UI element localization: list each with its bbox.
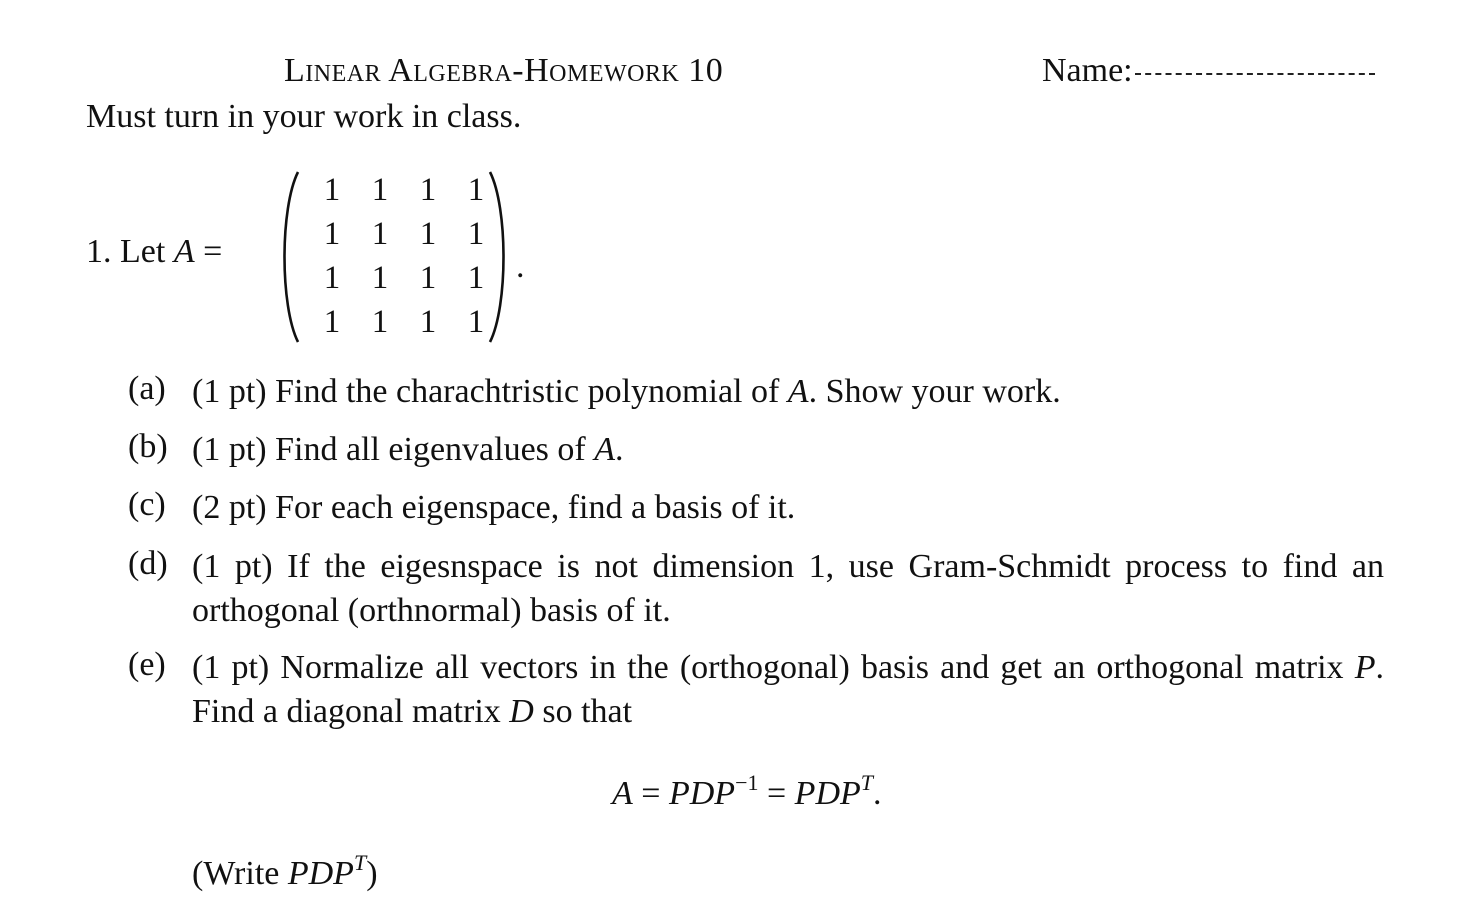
part-d-text: (1 pt) If the eigesnspace is not dimension 1, use Gram-Schmidt process to find an orthogonal (orthnormal) basis of it.: [192, 548, 1384, 629]
let-text: Let: [120, 233, 166, 270]
left-paren-icon: [274, 168, 302, 346]
var-a: A: [594, 431, 616, 468]
part-e-letter: (e): [128, 646, 166, 683]
matrix-entry: 1: [371, 215, 389, 252]
var-a: A: [787, 373, 809, 410]
part-b: [128, 428, 1384, 472]
name-blank-line[interactable]: [1135, 73, 1375, 75]
matrix-entry: 1: [419, 171, 437, 208]
matrix-variable: A: [173, 233, 195, 270]
part-a-letter: (a): [128, 370, 166, 407]
var-d: D: [509, 693, 534, 730]
matrix-entry: 1: [323, 303, 341, 340]
matrix-entry: 1: [467, 303, 485, 340]
inverse-exponent: −1: [735, 770, 759, 795]
matrix-entry: 1: [467, 259, 485, 296]
part-e-text: (1 pt) Normalize all vectors in the (orthogonal) basis and get an orthogonal matrix P. Find a diagonal matrix D so that: [192, 649, 1384, 730]
part-a-text: (1 pt) Find the charachtristic polynomial of A. Show your work.: [192, 373, 1061, 410]
matrix-entry: 1: [371, 259, 389, 296]
transpose-exponent: T: [860, 770, 874, 795]
name-field[interactable]: [1042, 52, 1375, 90]
matrix-entry: 1: [323, 171, 341, 208]
part-a: [128, 370, 1384, 414]
instructions: Must turn in your work in class.: [86, 98, 522, 135]
right-paren-icon: [486, 168, 514, 346]
matrix-entry: 1: [371, 303, 389, 340]
matrix-period: .: [516, 248, 525, 285]
diagonalization-equation: $A = PDP^{-1} = PDP^T$.: [612, 770, 882, 812]
matrix-entry: 1: [323, 259, 341, 296]
matrix-entry: 1: [419, 259, 437, 296]
part-b-text: (1 pt) Find all eigenvalues of A.: [192, 431, 624, 468]
part-c-text: (2 pt) For each eigenspace, find a basis of it.: [192, 489, 796, 526]
name-label: Name:: [1042, 52, 1133, 89]
part-c-letter: (c): [128, 486, 166, 523]
part-d-letter: (d): [128, 545, 168, 582]
problem-number: 1.: [86, 233, 112, 270]
problem-1-statement: [86, 233, 222, 271]
equals-sign: =: [203, 233, 223, 270]
write-instruction: (Write $PDP^T$): [192, 850, 378, 892]
matrix-entry: 1: [371, 171, 389, 208]
matrix-entry: 1: [467, 171, 485, 208]
matrix-a: [268, 168, 528, 346]
part-c: [128, 486, 1384, 530]
part-d: [128, 545, 1384, 633]
part-b-letter: (b): [128, 428, 168, 465]
matrix-entry: 1: [323, 215, 341, 252]
part-e: [128, 646, 1384, 734]
page-title: Linear Algebra-Homework 10: [284, 52, 724, 89]
matrix-grid: [308, 168, 500, 344]
matrix-entry: 1: [419, 215, 437, 252]
matrix-entry: 1: [419, 303, 437, 340]
var-p: P: [1354, 649, 1376, 686]
matrix-entry: 1: [467, 215, 485, 252]
